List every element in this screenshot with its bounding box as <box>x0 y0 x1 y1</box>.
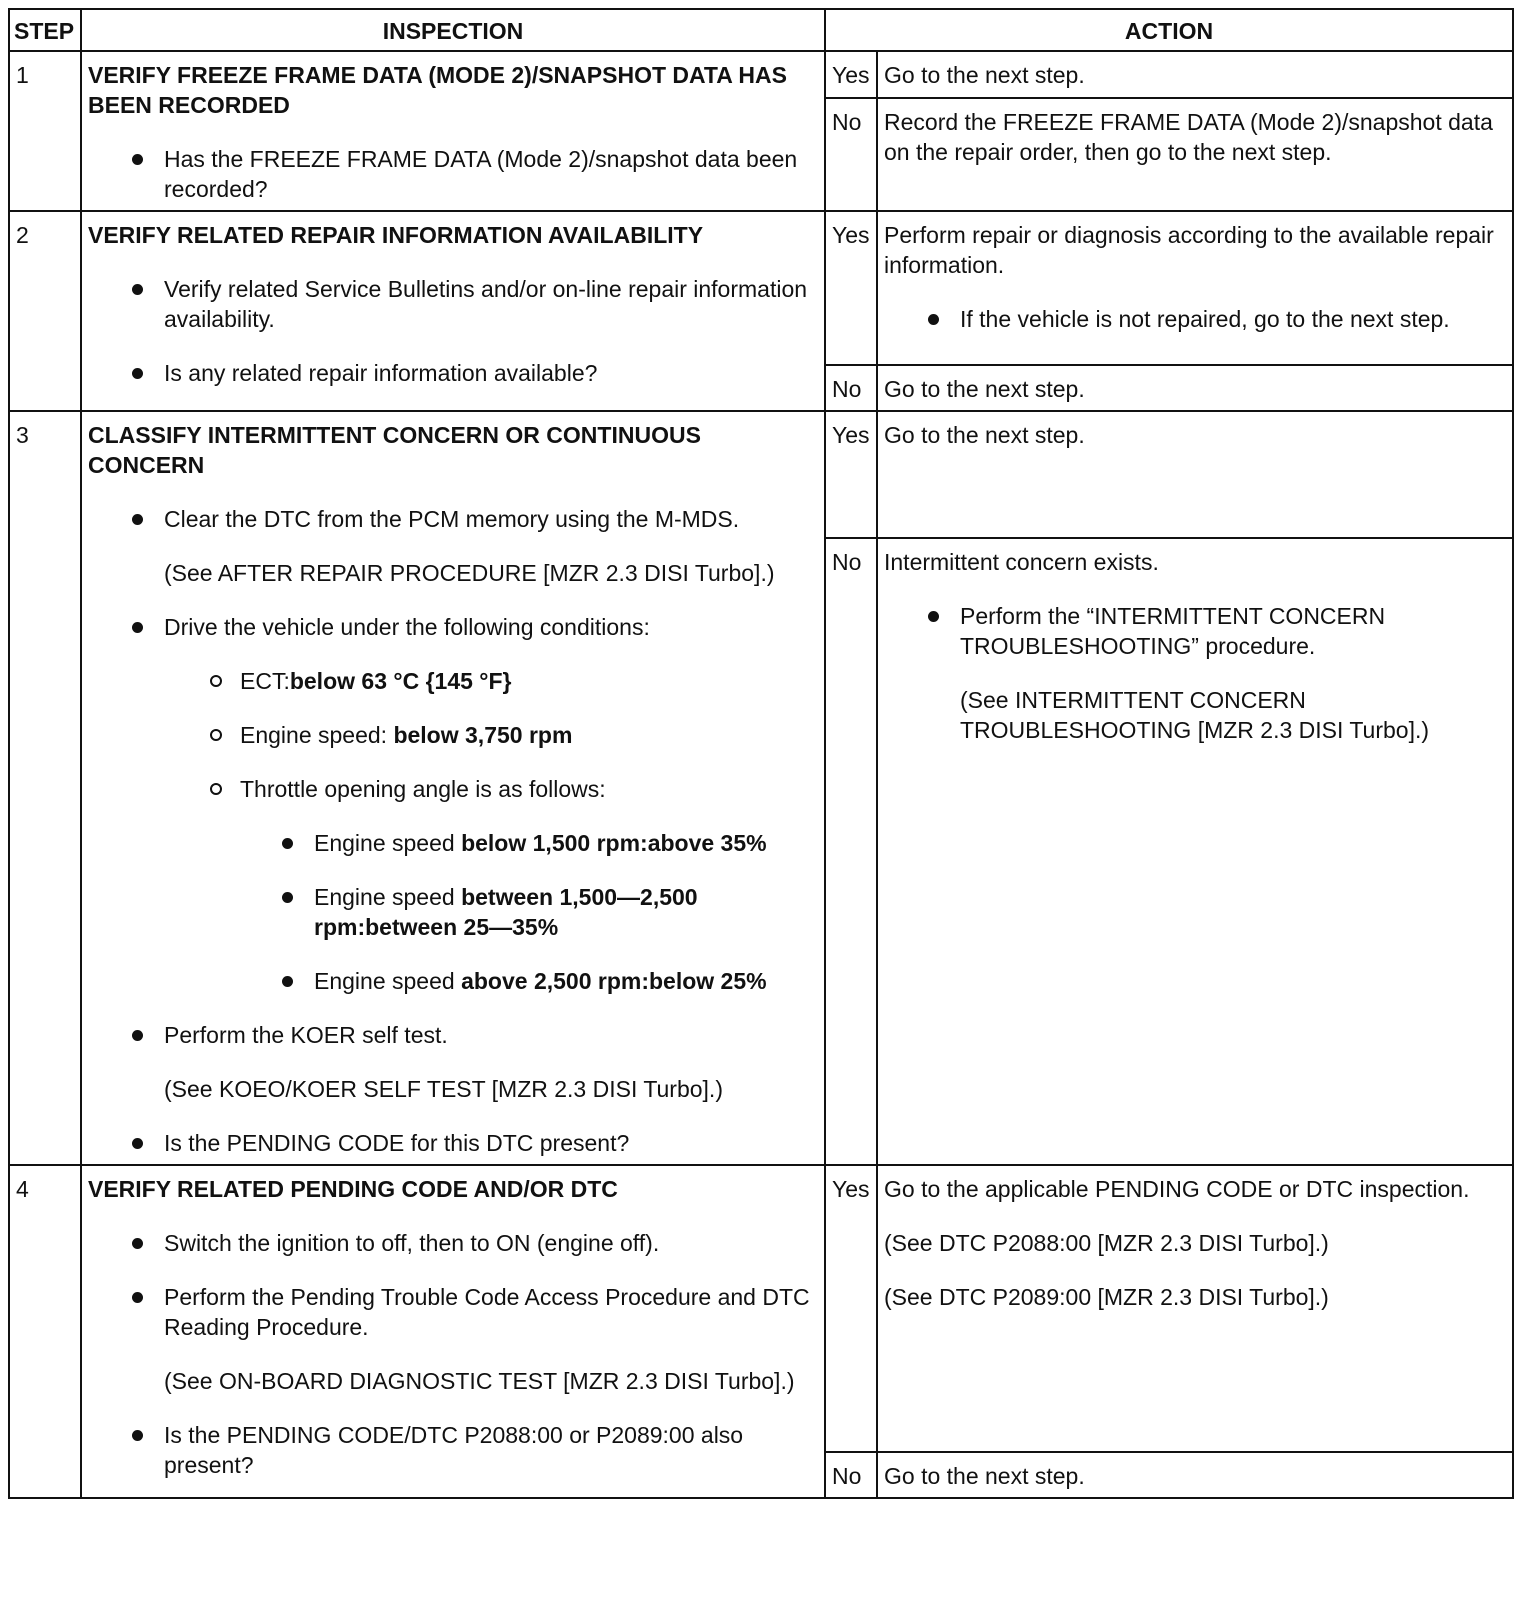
condition-item <box>240 666 818 696</box>
step-title: VERIFY RELATED REPAIR INFORMATION AVAILABILITY <box>88 222 704 248</box>
no-label: No <box>825 1452 877 1498</box>
yes-action: Go to the next step. <box>877 411 1513 538</box>
condition-value: below 63 °C {145 °F} <box>289 668 512 694</box>
inspection-cell <box>81 1165 825 1498</box>
no-action: Go to the next step. <box>877 365 1513 411</box>
inspection-bullet <box>164 1282 818 1396</box>
inspection-cell <box>81 51 825 211</box>
throttle-label: Engine speed <box>314 884 462 910</box>
action-list <box>960 601 1506 745</box>
throttle-label: Engine speed <box>314 830 462 856</box>
no-label: No <box>825 365 877 411</box>
inspection-bullet: Verify related Service Bulletins and/or on-line repair information availability. <box>164 274 818 334</box>
action-bullet <box>960 601 1506 745</box>
step-title: CLASSIFY INTERMITTENT CONCERN OR CONTINUOUS CONCERN <box>88 422 701 478</box>
header-inspection: INSPECTION <box>81 9 825 51</box>
no-action: Go to the next step. <box>877 1452 1513 1498</box>
inspection-bullet: Is any related repair information available? <box>164 358 818 388</box>
yes-action-cell <box>877 211 1513 365</box>
throttle-item <box>314 882 818 942</box>
inspection-list <box>164 274 818 388</box>
throttle-item <box>314 966 818 996</box>
reference-note: (See KOEO/KOER SELF TEST [MZR 2.3 DISI Turbo].) <box>164 1076 723 1102</box>
step-row-1 <box>9 51 1513 98</box>
inspection-list <box>164 504 818 1158</box>
condition-label: ECT: <box>240 668 290 694</box>
step-number: 2 <box>9 211 81 411</box>
inspection-cell <box>81 211 825 411</box>
header-step: STEP <box>9 9 81 51</box>
bullet-text: Perform the KOER self test. <box>164 1022 448 1048</box>
inspection-bullet: Switch the ignition to off, then to ON (engine off). <box>164 1228 818 1258</box>
reference-note: (See INTERMITTENT CONCERN TROUBLESHOOTING [MZR 2.3 DISI Turbo].) <box>960 687 1430 743</box>
throttle-value: above 2,500 rpm:below 25% <box>461 968 767 994</box>
yes-label: Yes <box>825 51 877 98</box>
no-action: Intermittent concern exists. <box>884 549 1159 575</box>
step-row-4 <box>9 1165 1513 1452</box>
yes-action: Perform repair or diagnosis according to the available repair information. <box>884 222 1494 278</box>
condition-value: below 3,750 rpm <box>393 722 573 748</box>
step-row-3 <box>9 411 1513 538</box>
yes-label: Yes <box>825 411 877 538</box>
condition-label: Engine speed: <box>240 722 394 748</box>
action-list <box>960 304 1506 334</box>
inspection-list <box>164 1228 818 1480</box>
condition-list <box>240 666 818 996</box>
step-number: 3 <box>9 411 81 1165</box>
inspection-list <box>164 144 818 204</box>
inspection-bullet <box>164 1020 818 1104</box>
throttle-label: Engine speed <box>314 968 462 994</box>
no-action-cell <box>877 538 1513 1165</box>
bullet-text: Clear the DTC from the PCM memory using the M-MDS. <box>164 506 740 532</box>
yes-action: Go to the next step. <box>877 51 1513 98</box>
step-title: VERIFY RELATED PENDING CODE AND/OR DTC <box>88 1176 618 1202</box>
yes-label: Yes <box>825 1165 877 1452</box>
yes-action-cell <box>877 1165 1513 1452</box>
throttle-item <box>314 828 818 858</box>
bullet-text: Perform the Pending Trouble Code Access Procedure and DTC Reading Procedure. <box>164 1284 810 1340</box>
step-row-2 <box>9 211 1513 365</box>
reference-note: (See ON-BOARD DIAGNOSTIC TEST [MZR 2.3 DISI Turbo].) <box>164 1368 795 1394</box>
yes-action: Go to the applicable PENDING CODE or DTC inspection. <box>884 1176 1470 1202</box>
throttle-value: between 1,500—2,500 rpm:between 25—35% <box>314 884 698 940</box>
throttle-value: below 1,500 rpm:above 35% <box>461 830 767 856</box>
step-number: 4 <box>9 1165 81 1498</box>
reference-note: (See AFTER REPAIR PROCEDURE [MZR 2.3 DISI Turbo].) <box>164 560 775 586</box>
yes-label: Yes <box>825 211 877 365</box>
condition-label: Throttle opening angle is as follows: <box>240 776 606 802</box>
no-label: No <box>825 538 877 1165</box>
action-bullet-text: Perform the “INTERMITTENT CONCERN TROUBLESHOOTING” procedure. <box>960 603 1386 659</box>
action-bullet: If the vehicle is not repaired, go to the next step. <box>960 304 1506 334</box>
reference-note: (See DTC P2089:00 [MZR 2.3 DISI Turbo].) <box>884 1284 1329 1310</box>
condition-item <box>240 774 818 996</box>
inspection-cell <box>81 411 825 1165</box>
throttle-list <box>314 828 818 996</box>
step-number: 1 <box>9 51 81 211</box>
inspection-bullet <box>164 612 818 996</box>
inspection-bullet: Is the PENDING CODE for this DTC present? <box>164 1128 818 1158</box>
step-title: VERIFY FREEZE FRAME DATA (MODE 2)/SNAPSHOT DATA HAS BEEN RECORDED <box>88 62 787 118</box>
no-label: No <box>825 98 877 211</box>
no-action: Record the FREEZE FRAME DATA (Mode 2)/snapshot data on the repair order, then go to the next step. <box>877 98 1513 211</box>
inspection-bullet: Has the FREEZE FRAME DATA (Mode 2)/snapshot data been recorded? <box>164 144 818 204</box>
header-action: ACTION <box>825 9 1513 51</box>
reference-note: (See DTC P2088:00 [MZR 2.3 DISI Turbo].) <box>884 1230 1329 1256</box>
header-row <box>9 9 1513 51</box>
inspection-bullet: Is the PENDING CODE/DTC P2088:00 or P2089:00 also present? <box>164 1420 818 1480</box>
condition-item <box>240 720 818 750</box>
inspection-bullet <box>164 504 818 588</box>
bullet-text: Drive the vehicle under the following conditions: <box>164 614 650 640</box>
diagnostic-table <box>8 8 1514 1499</box>
